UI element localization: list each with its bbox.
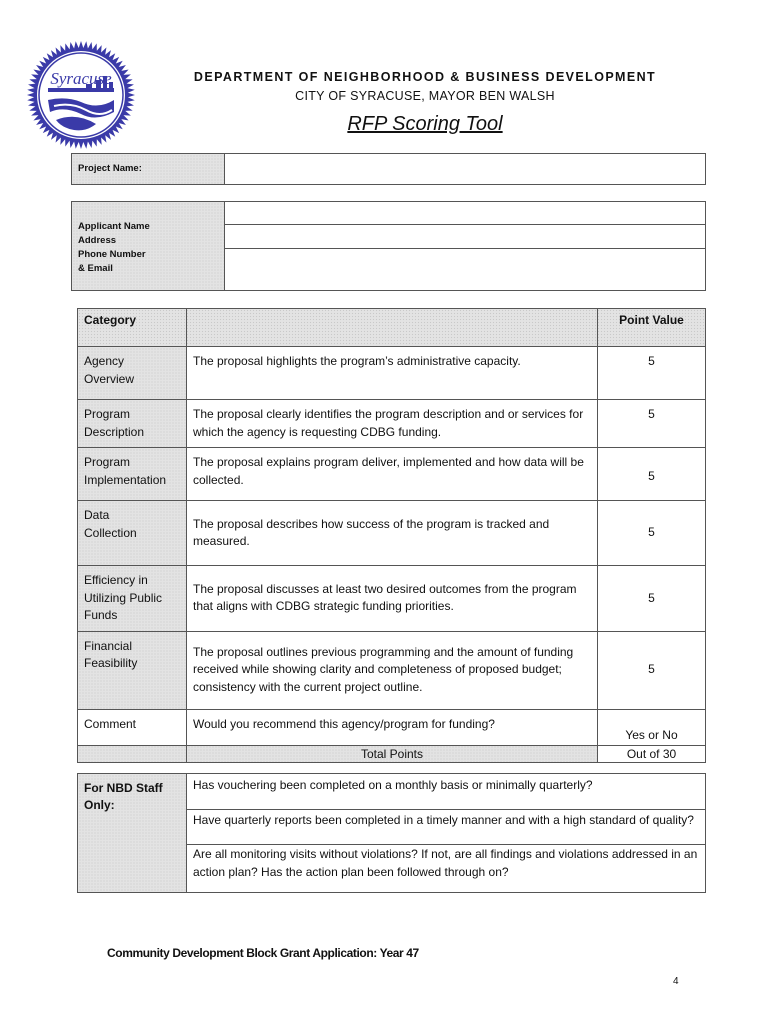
- staff-label-line: Only:: [84, 798, 115, 812]
- column-header-points: Point Value: [598, 309, 706, 347]
- category-cell: [78, 400, 187, 448]
- applicant-label-line: Phone Number: [78, 249, 146, 260]
- comment-label: Comment: [78, 709, 187, 745]
- staff-only-label: [78, 774, 187, 893]
- category-line: Utilizing Public: [84, 590, 163, 605]
- category-line: Program: [84, 455, 131, 469]
- recommendation-yes-no[interactable]: Yes or No: [598, 709, 706, 745]
- point-value: 5: [598, 448, 706, 501]
- criteria-description: The proposal describes how success of the program is tracked and measured.: [187, 501, 598, 566]
- table-row: [78, 501, 706, 566]
- scoring-table: [77, 308, 706, 763]
- total-row: [78, 745, 706, 762]
- criteria-description: The proposal discusses at least two desired outcomes from the program that aligns with CDBG strategic funding priorities.: [187, 566, 598, 632]
- category-line: Efficiency in: [84, 573, 148, 587]
- seal-logo-subtext: New York: [82, 89, 102, 94]
- category-line: Data: [84, 508, 110, 522]
- staff-label-line: For NBD Staff: [84, 781, 163, 795]
- staff-question: Have quarterly reports been completed in a timely manner and with a high standard of quality?: [187, 810, 706, 845]
- point-value: 5: [598, 347, 706, 400]
- applicant-label-line: Address: [78, 235, 117, 246]
- comment-row: [78, 709, 706, 745]
- city-subheading: CITY OF SYRACUSE, MAYOR BEN WALSH: [295, 89, 555, 103]
- category-line: Description: [84, 424, 145, 439]
- column-header-category: Category: [78, 309, 187, 347]
- criteria-description: The proposal outlines previous programming and the amount of funding received while showing clarity and completeness of proposed budget; consistency with the current project outline.: [187, 631, 598, 709]
- applicant-label-line: Applicant Name: [78, 221, 150, 232]
- point-value: 5: [598, 631, 706, 709]
- category-line: Funds: [84, 608, 118, 622]
- total-points-value[interactable]: Out of 30: [598, 745, 706, 762]
- column-header-description: [187, 309, 598, 347]
- city-seal-logo: [26, 40, 136, 150]
- criteria-description: The proposal clearly identifies the program description and or services for which the agency is requesting CDBG funding.: [187, 400, 598, 448]
- category-line: Implementation: [84, 472, 167, 487]
- applicant-address-field[interactable]: [225, 225, 706, 249]
- table-row: [78, 566, 706, 632]
- point-value: 5: [598, 400, 706, 448]
- total-blank-cell: [78, 745, 187, 762]
- category-line: Financial: [84, 638, 133, 653]
- table-row: [78, 448, 706, 501]
- page-number: 4: [673, 976, 679, 987]
- applicant-label: [72, 202, 225, 291]
- project-name-field[interactable]: [225, 154, 706, 185]
- category-line: Collection: [84, 525, 137, 540]
- category-cell: [78, 448, 187, 501]
- table-row: [78, 400, 706, 448]
- category-cell: [78, 631, 187, 709]
- criteria-description: The proposal highlights the program’s administrative capacity.: [187, 347, 598, 400]
- category-line: Overview: [84, 371, 135, 386]
- category-cell: [78, 501, 187, 566]
- staff-table: [77, 773, 706, 893]
- criteria-description: The proposal explains program deliver, implemented and how data will be collected.: [187, 448, 598, 501]
- page-title: RFP Scoring Tool: [347, 113, 503, 135]
- department-heading: DEPARTMENT OF NEIGHBORHOOD & BUSINESS DEVELOPMENT: [193, 70, 657, 84]
- category-line: Feasibility: [84, 656, 138, 670]
- scoring-header-row: [78, 309, 706, 347]
- point-value: 5: [598, 566, 706, 632]
- staff-question: Are all monitoring visits without violations? If not, are all findings and violations addressed in an action plan? Has the action plan been followed through on?: [187, 845, 706, 893]
- total-points-label: Total Points: [187, 745, 598, 762]
- footer-text: Community Development Block Grant Application: Year 47: [107, 946, 419, 960]
- category-line: Program: [84, 407, 131, 421]
- table-row: [78, 631, 706, 709]
- point-value: 5: [598, 501, 706, 566]
- applicant-phone-email-field[interactable]: [225, 249, 706, 291]
- category-cell: [78, 347, 187, 400]
- project-name-table: [71, 153, 706, 185]
- table-row: [78, 347, 706, 400]
- comment-question: Would you recommend this agency/program for funding?: [187, 709, 598, 745]
- applicant-table: [71, 201, 706, 291]
- seal-logo-text: Syracuse: [50, 69, 112, 88]
- category-line: Agency: [84, 354, 125, 368]
- applicant-name-field[interactable]: [225, 202, 706, 225]
- applicant-label-line: & Email: [78, 263, 113, 274]
- staff-question: Has vouchering been completed on a monthly basis or minimally quarterly?: [187, 774, 706, 810]
- project-name-label: Project Name:: [72, 154, 225, 185]
- category-cell: [78, 566, 187, 632]
- staff-row: [78, 774, 706, 810]
